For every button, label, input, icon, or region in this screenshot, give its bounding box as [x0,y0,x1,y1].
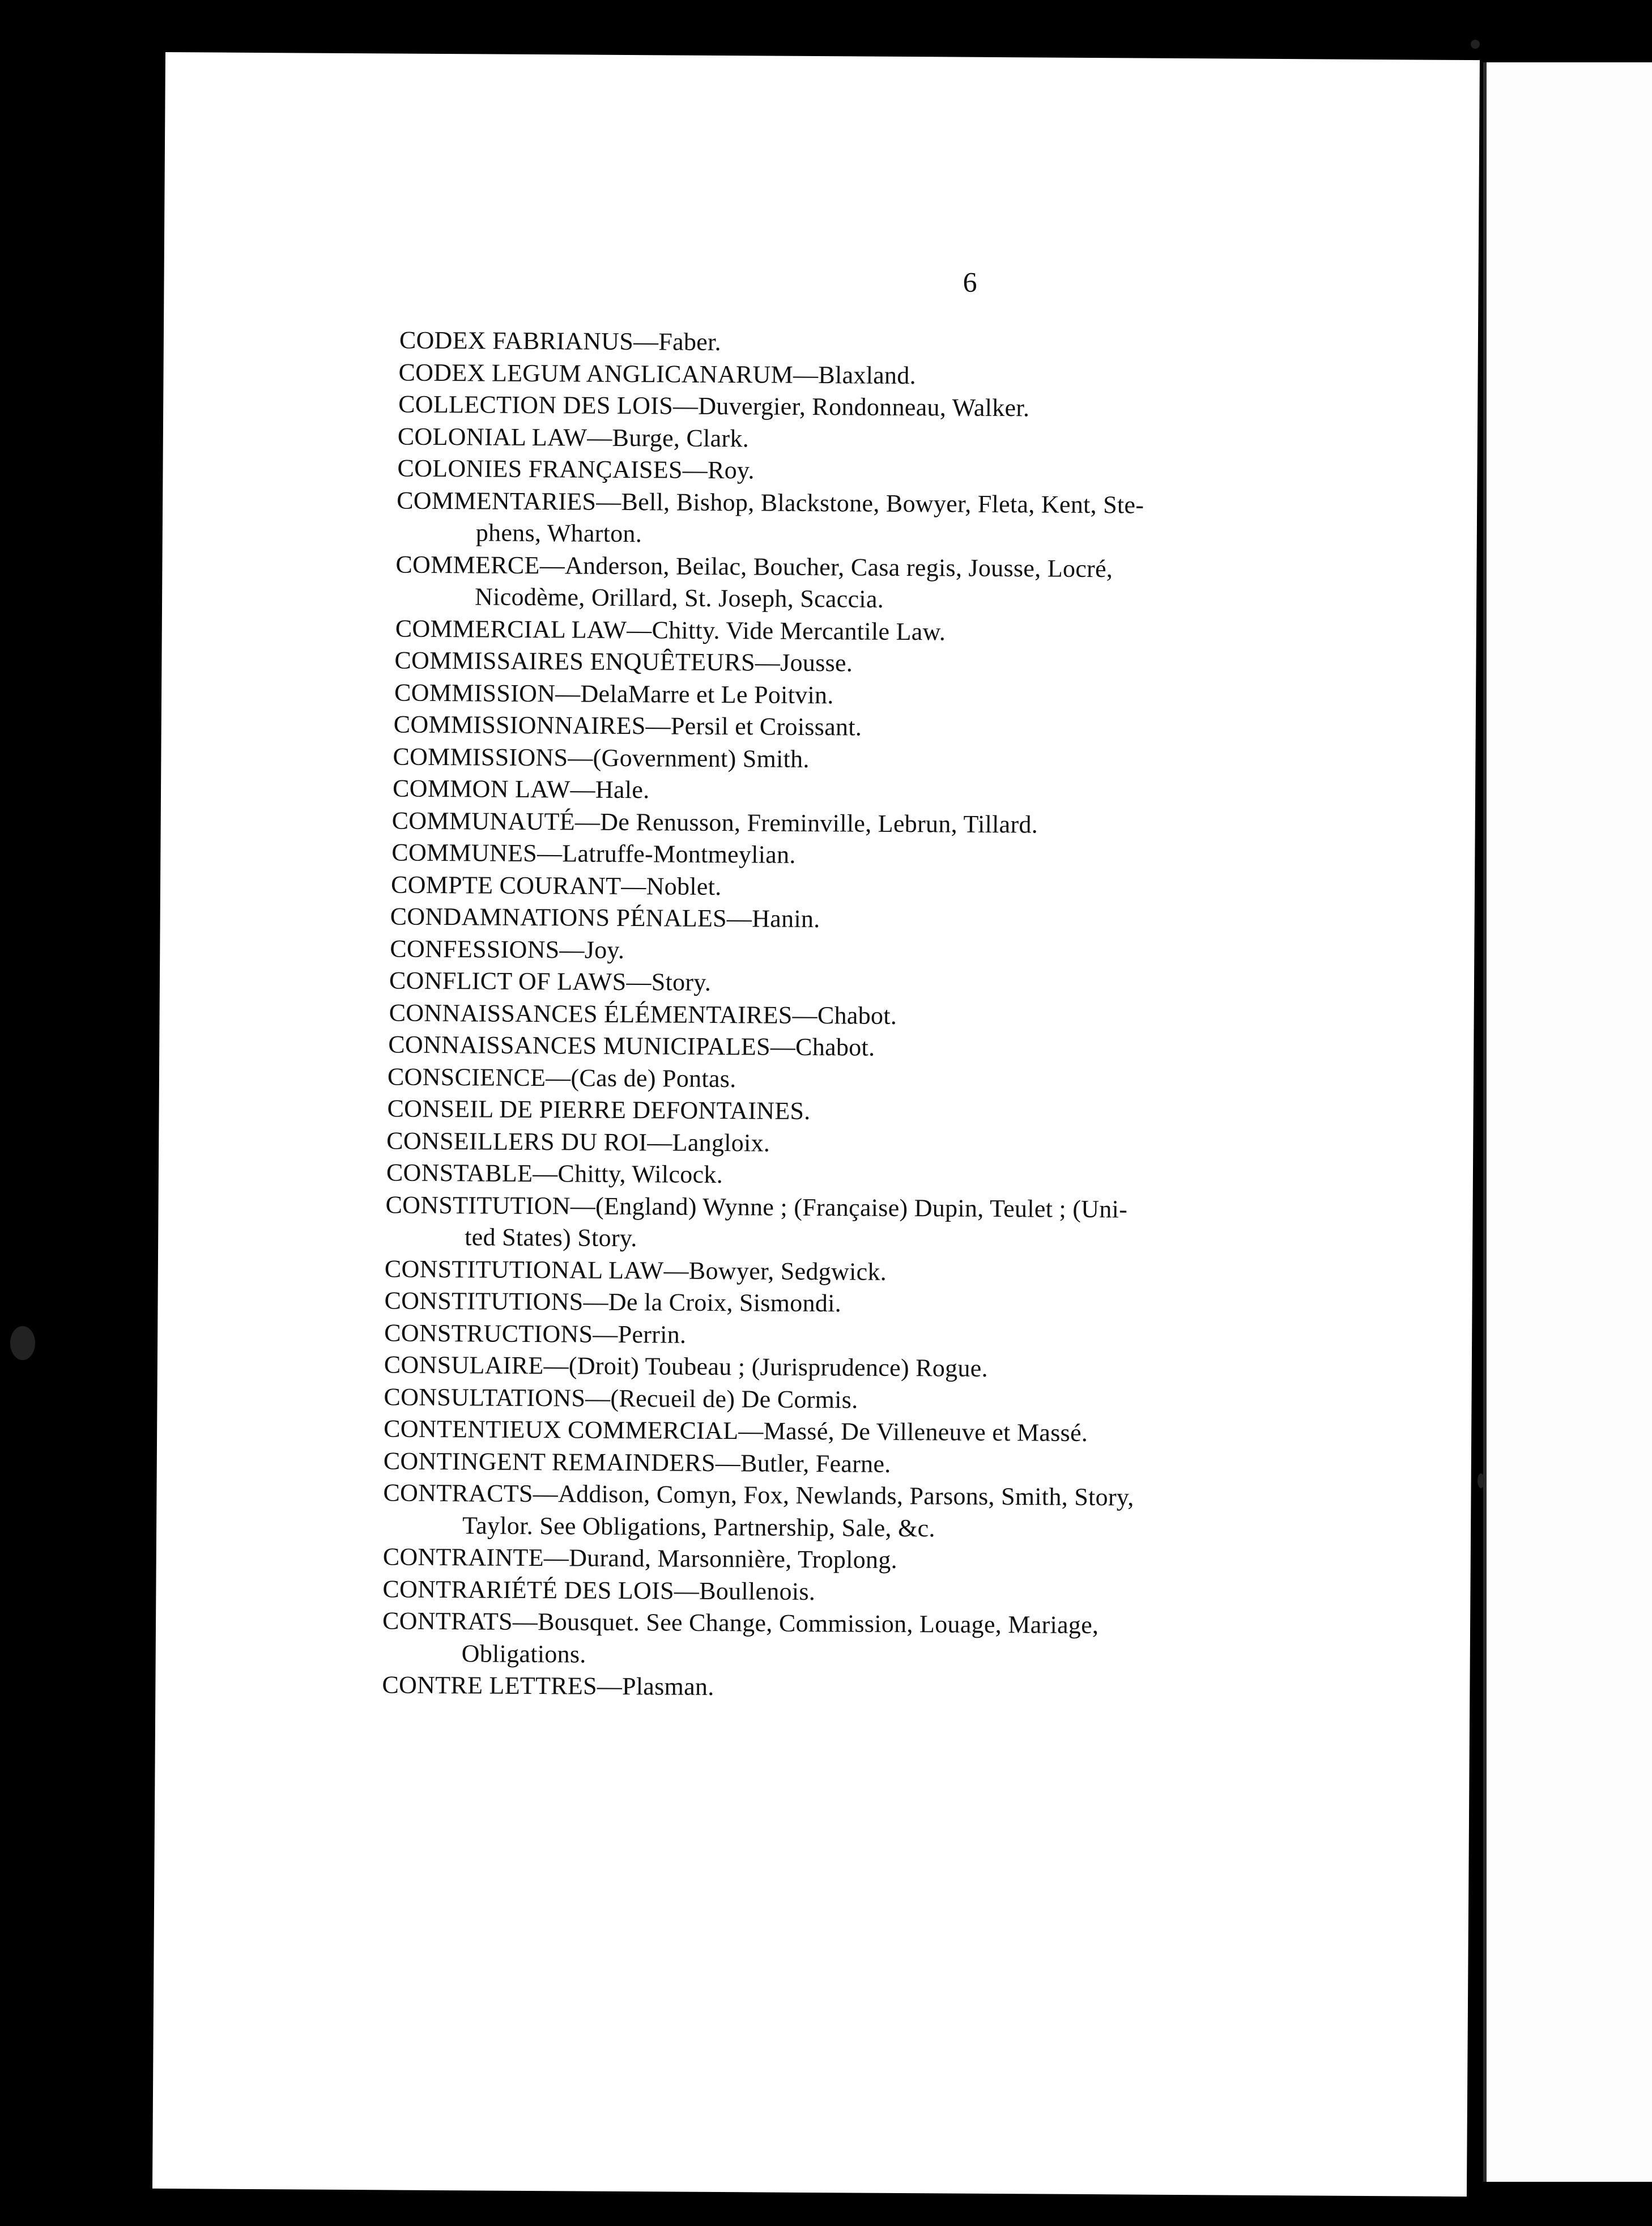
index-entry-text: CONTENTIEUX COMMERCIAL—Massé, De Villeneuve et Massé. [384,1414,1088,1447]
index-entry [383,1477,1403,1547]
index-entry-text: CONNAISSANCES MUNICIPALES—Chabot. [388,1030,875,1061]
index-entry-text: COLLECTION DES LOIS—Duvergier, Rondonneau, Walker. [398,390,1030,422]
scan-speck [1471,40,1480,49]
index-entry-text: CONSTITUTION—(England) Wynne ; (Française) Dupin, Teulet ; (Uni- [385,1190,1128,1223]
index-entry [382,1605,1403,1675]
index-entry-continuation: Taylor. See Obligations, Partnership, Sale, &c. [462,1511,935,1542]
index-entry-text: CONSTABLE—Chitty, Wilcock. [386,1158,723,1189]
index-entry-text: CONSCIENCE—(Cas de) Pontas. [387,1062,736,1093]
index-entry-text: COMMERCIAL LAW—Chitty. Vide Mercantile Law. [395,614,946,645]
index-entry [391,836,1407,874]
index-entry-text: CONDAMNATIONS PÉNALES—Hanin. [390,902,820,933]
index-entry-text: CONTRARIÉTÉ DES LOIS—Boullenois. [382,1574,816,1605]
index-entry [383,1541,1403,1579]
index-entry [395,549,1409,619]
index-entry-text: CONTRAINTE—Durand, Marsonnière, Troplong. [382,1543,898,1574]
index-entry-text: COMPTE COURANT—Noblet. [390,870,722,900]
index-entry-text: COMMUNES—Latruffe-Montmeylian. [391,838,796,869]
index-entry-text: COMMISSION—DelaMarre et Le Poitvin. [394,678,834,709]
index-entry [389,965,1406,1002]
index-entry [394,708,1408,746]
index-entry-text: CONSEILLERS DU ROI—Langloix. [386,1126,770,1157]
index-entry-text: COLONIES FRANÇAISES—Roy. [397,454,755,485]
scan-speck [1478,1473,1484,1488]
index-entry-text: CONTRACTS—Addison, Comyn, Fox, Newlands, Parsons, Smith, Story, [383,1479,1134,1511]
index-entry [384,1413,1403,1451]
index-entry-text: CONSEIL DE PIERRE DEFONTAINES. [387,1094,811,1125]
index-entry-continuation: Nicodème, Orillard, St. Joseph, Scaccia. [474,583,884,613]
page-number: 6 [963,266,977,298]
index-entry [390,900,1407,938]
index-entry-text: COMMERCE—Anderson, Beilac, Boucher, Casa regis, Jousse, Locré, [395,550,1113,583]
index-entry-text: CONSULAIRE—(Droit) Toubeau ; (Jurisprudence) Rogue. [384,1350,988,1382]
index-entry-text: CONSTRUCTIONS—Perrin. [384,1318,687,1349]
index-entry-text: CONTRE LETTRES—Plasman. [382,1671,714,1701]
index-entry-text: CONSTITUTIONAL LAW—Bowyer, Sedgwick. [384,1254,887,1286]
index-entry [382,1669,1402,1707]
index-entry [397,453,1409,491]
index-entry-continuation: ted States) Story. [465,1223,637,1252]
index-entry-text: CONSULTATIONS—(Recueil de) De Cormis. [384,1382,858,1414]
index-entry [397,485,1410,555]
index-entry-text: COMMON LAW—Hale. [392,774,650,804]
index-entry-continuation: phens, Wharton. [475,519,642,548]
index-entry-text: CONFESSIONS—Joy. [390,934,625,964]
index-entry [394,644,1408,682]
index-entry-text: CONSTITUTIONS—De la Croix, Sismondi. [384,1286,842,1318]
index-entry-text: CONTINGENT REMAINDERS—Butler, Fearne. [383,1446,891,1478]
index-entry [388,1029,1406,1067]
adjacent-page-edge [1483,62,1652,2182]
index-entry [393,772,1407,810]
index-entry-text: COMMISSIONNAIRES—Persil et Croissant. [393,710,862,741]
index-entry-text: CONNAISSANCES ÉLÉMENTAIRES—Chabot. [389,998,897,1030]
index-entry-text: CONFLICT OF LAWS—Story. [389,966,712,996]
index-entry [385,1189,1405,1259]
index-entry-text: COMMUNAUTÉ—De Renusson, Freminville, Lebrun, Tillard. [391,806,1038,838]
index-entry [387,1093,1405,1131]
book-page [152,52,1480,2197]
index-entry-list [382,324,1410,1707]
index-entry-text: COMMISSAIRES ENQUÊTEURS—Jousse. [394,646,853,677]
index-entry [386,1157,1405,1195]
scan-speck [10,1326,35,1360]
index-entry [384,1349,1404,1387]
index-entry [398,389,1410,427]
index-entry-text: CONTRATS—Bousquet. See Change, Commission, Louage, Mariage, [382,1607,1099,1639]
index-entry-text: CODEX LEGUM ANGLICANARUM—Blaxland. [398,358,917,389]
index-entry-text: CODEX FABRIANUS—Faber. [399,326,722,356]
index-entry [399,325,1410,363]
index-entry [384,1285,1404,1323]
index-entry-text: COMMENTARIES—Bell, Bishop, Blackstone, Bowyer, Fleta, Kent, Ste- [397,486,1144,519]
index-entry-text: COMMISSIONS—(Government) Smith. [393,742,810,773]
index-entry-continuation: Obligations. [461,1639,586,1668]
index-entry-text: COLONIAL LAW—Burge, Clark. [397,422,750,452]
